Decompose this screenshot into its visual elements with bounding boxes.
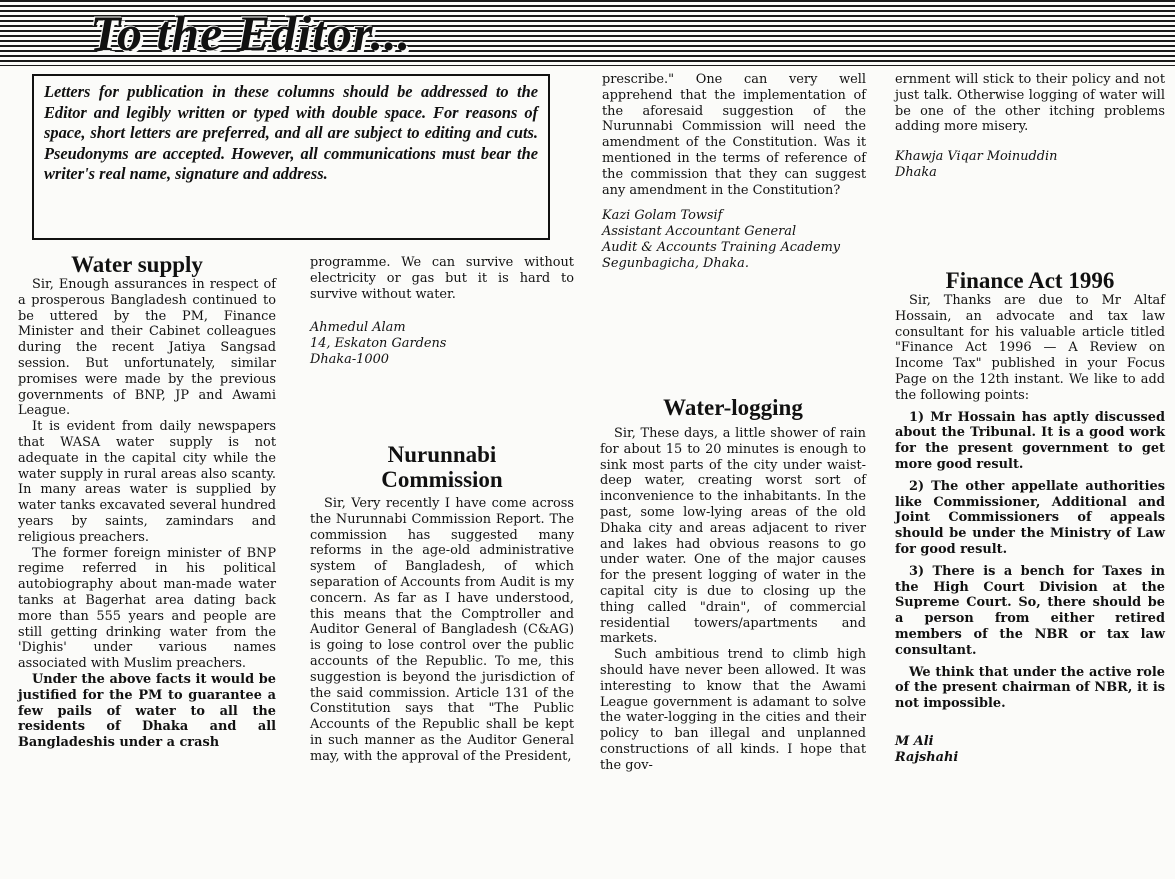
editorial-notice: Letters for publication in these columns should be addressed to the Editor and legibly written or typed with double space. For reasons of space, short letters are preferred, and all are subject to editing and cuts. Pseudonyms are accepted. However, all communications must bear the writer's real name, signature and address. xyxy=(32,74,550,240)
masthead-banner xyxy=(0,0,1175,66)
paragraph: It is evident from daily newspapers that WASA water supply is not adequate in the capital city while the water supply in rural areas also scanty. In many areas water is supplied by water tanks excavated several hundred years by saints, zamindars and religious preachers. xyxy=(18,419,276,545)
signature-line: 14, Eskaton Gardens xyxy=(310,336,447,352)
signature-line: Audit & Accounts Training Academy xyxy=(602,239,841,255)
paragraph: ernment will stick to their policy and not just talk. Otherwise logging of water will be one of the other itching problems adding more misery. xyxy=(895,72,1165,135)
letter-water-logging-continued xyxy=(895,72,1165,181)
signature-line: Dhaka xyxy=(895,164,937,180)
heading-finance-act: Finance Act 1996 xyxy=(945,268,1115,293)
heading-water-supply: Water supply xyxy=(71,252,203,277)
paragraph: 3) There is a bench for Taxes in the High Court Division at the Supreme Court. So, there should be a person from either retired members of the NBR or tax law consultant. xyxy=(895,563,1165,658)
paragraph: prescribe." One can very well apprehend that the implementation of the aforesaid suggestion of the Nurunnabi Commission will need the amendment of the Constitution. Was it mentioned in the terms of reference of the commission that they can suggest any amendment in the Constitution? xyxy=(602,72,866,198)
signature-line: Dhaka-1000 xyxy=(310,351,389,367)
letter-finance-act xyxy=(895,268,1165,766)
signature-line: Segunbagicha, Dhaka. xyxy=(602,255,749,271)
letter-water-supply-continued xyxy=(310,255,574,368)
letter-nurunnabi-commission xyxy=(310,442,574,765)
signature-name: Kazi Golam Towsif xyxy=(602,208,723,224)
paragraph: We think that under the active role of the present chairman of NBR, it is not impossible. xyxy=(895,664,1165,712)
heading-nurunnabi-line2: Commission xyxy=(381,467,503,492)
paragraph: Sir, Enough assurances in respect of a prosperous Bangladesh continued to be uttered by the PM, Finance Minister and their Cabinet colleagues during the recent Jatiya Sangsad session. But unfortunately, similar promises were made by the previous governments of BNP, JP and Awami League. xyxy=(18,277,276,419)
heading-nurunnabi-line1: Nurunnabi xyxy=(387,442,497,467)
paragraph: Sir, These days, a little shower of rain for about 15 to 20 minutes is enough to sink most parts of the city under waist-deep water, creating worst sort of inconvenience to the inhabitants. In the past, some low-lying areas of the old Dhaka city and areas adjacent to river and lakes had obvious reasons to go under water. One of the major causes for the present logging of water in the capital city is due to closing up the thing called "drain", of commercial residential towers/apartments and markets. xyxy=(600,426,866,647)
letter-water-supply xyxy=(18,252,276,751)
signature-name: Khawja Viqar Moinuddin xyxy=(895,149,1058,165)
paragraph: Sir, Very recently I have come across the Nurunnabi Commission Report. The commission has suggested many reforms in the age-old administrative system of Bangladesh, of which separation of Accounts from Audit is my concern. As far as I have understood, this means that the Comptroller and Auditor General of Bangladesh (C&AG) is going to lose control over the public accounts of the Republic. To me, this suggestion is beyond the jurisdiction of the said commission. Article 131 of the Constitution says that "The Public Accounts of the Republic shall be kept in such manner as the Auditor General may, with the approval of the President, xyxy=(310,496,574,764)
heading-water-logging: Water-logging xyxy=(663,395,803,420)
paragraph: programme. We can survive without electricity or gas but it is hard to survive without water. xyxy=(310,255,574,302)
paragraph: 1) Mr Hossain has aptly discussed about the Tribunal. It is a good work for the present government to get more good result. xyxy=(895,409,1165,472)
signature-line: Rajshahi xyxy=(895,749,959,765)
signature-name: Ahmedul Alam xyxy=(310,320,406,336)
signature-line: Assistant Accountant General xyxy=(602,224,797,240)
letter-water-logging xyxy=(600,395,866,774)
paragraph: Sir, Thanks are due to Mr Altaf Hossain, an advocate and tax law consultant for his valuable article titled "Finance Act 1996 — A Review on Income Tax" published in your Focus Page on the 12th instant. We like to add the following points: xyxy=(895,293,1165,403)
letter-nurunnabi-continued xyxy=(602,72,866,272)
paragraph: Under the above facts it would be justified for the PM to guarantee a few pails of water to all the residents of Dhaka and all Bangladeshis under a crash xyxy=(18,671,276,751)
paragraph: Such ambitious trend to climb high should have never been allowed. It was interesting to know that the Awami League government is adamant to solve the water-logging in the cities and their policy to ban illegal and unplanned constructions of all kinds. I hope that the gov- xyxy=(600,647,866,773)
signature-name: M Ali xyxy=(895,733,934,749)
paragraph: The former foreign minister of BNP regime referred in his political autobiography about man-made water tanks at Bagerhat area dating back more than 555 years and people are still getting drinking water from the 'Dighis' under various names associated with Muslim preachers. xyxy=(18,545,276,672)
section-title: To the Editor... xyxy=(90,5,412,61)
paragraph: 2) The other appellate authorities like Commissioner, Additional and Joint Commissioners of appeals should be under the Ministry of Law for good result. xyxy=(895,478,1165,557)
